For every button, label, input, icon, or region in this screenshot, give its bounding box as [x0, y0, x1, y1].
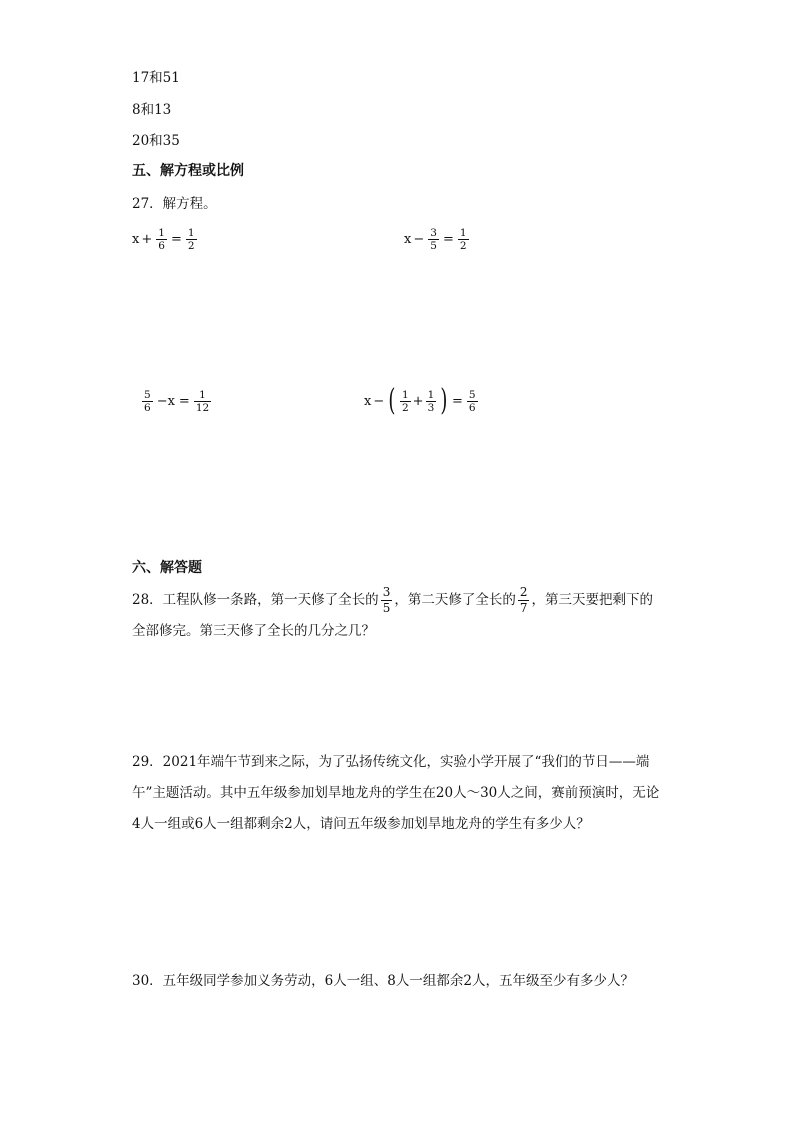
fraction-numerator: 1: [459, 227, 467, 239]
fraction: [467, 389, 478, 414]
fraction-denominator: 5: [430, 240, 437, 252]
question-28-text-part-3: ，第三天要把剩下的全部修完。第三天修了全长的几分之几？: [132, 592, 653, 639]
fraction-numerator: 2: [519, 585, 528, 599]
fraction-numerator: 3: [382, 585, 391, 599]
fraction-numerator: 1: [199, 389, 206, 401]
question-28-text-part-2: ，第二天修了全长的: [394, 592, 516, 608]
question-29: 29．2021年端午节到来之际，为了弘扬传统文化，实验小学开展了“我们的节日——端午”主题活动。其中五年级参加划旱地龙舟的学生在20人～30人之间，赛前预演时，无论4人一组或6人一组都剩余2人，请问五年级参加划旱地龙舟的学生有多少人？: [132, 754, 660, 832]
fraction: [381, 585, 393, 616]
fraction-numerator: 5: [144, 389, 151, 401]
plus-sign: +: [412, 393, 424, 409]
fraction-numerator: 1: [187, 227, 195, 239]
fraction-numerator: 5: [468, 388, 476, 401]
fraction-numerator: 3: [430, 227, 437, 239]
equation-operator: −: [373, 393, 385, 409]
equation-variable: x: [404, 232, 412, 247]
equation-operator: −x: [156, 394, 175, 409]
equation-4: [364, 383, 480, 418]
equation-variable: x: [364, 393, 372, 409]
equation-3: [140, 389, 213, 414]
right-parenthesis: ): [440, 383, 448, 418]
pair-item: 8和13: [132, 102, 172, 118]
fraction: [186, 227, 197, 252]
left-parenthesis: (: [388, 383, 396, 418]
fraction-denominator: 6: [158, 240, 165, 252]
fraction: [458, 227, 469, 252]
fraction-denominator: 2: [459, 240, 467, 252]
question-28-text-part-1: 28．工程队修一条路，第一天修了全长的: [132, 592, 379, 608]
equals-sign: =: [178, 394, 190, 409]
fraction-numerator: 1: [158, 227, 165, 239]
question-27-prompt: 27．解方程。: [132, 196, 217, 212]
fraction: [518, 585, 530, 616]
equation-operator: −: [413, 232, 425, 247]
equals-sign: =: [170, 232, 182, 247]
fraction: [142, 389, 153, 414]
equation-2: [404, 227, 471, 252]
question-28: [132, 585, 664, 647]
pair-item: 20和35: [132, 133, 180, 149]
fraction-numerator: 1: [427, 388, 435, 401]
equation-1: [132, 227, 199, 252]
fraction: [428, 227, 439, 252]
fraction-numerator: 1: [401, 388, 409, 401]
equation-variable: x: [132, 232, 140, 247]
equation-operator: +: [141, 232, 153, 247]
fraction: [426, 389, 437, 414]
section-six-title: 六、解答题: [132, 560, 202, 576]
fraction: [194, 389, 211, 414]
fraction-denominator: 2: [401, 401, 409, 414]
fraction-denominator: 2: [187, 240, 195, 252]
fraction-denominator: 12: [195, 402, 210, 414]
equals-sign: =: [442, 232, 454, 247]
fraction-denominator: 7: [519, 601, 528, 615]
fraction-denominator: 6: [144, 402, 151, 414]
fraction-denominator: 5: [382, 601, 391, 615]
fraction: [400, 389, 411, 414]
fraction-denominator: 6: [468, 401, 476, 414]
fraction: [156, 227, 167, 252]
fraction-denominator: 3: [427, 401, 435, 414]
pair-item: 17和51: [132, 70, 180, 86]
section-five-title: 五、解方程或比例: [132, 163, 244, 179]
equals-sign: =: [451, 393, 463, 409]
question-30: 30．五年级同学参加义务劳动，6人一组、8人一组都余2人，五年级至少有多少人？: [132, 973, 634, 989]
